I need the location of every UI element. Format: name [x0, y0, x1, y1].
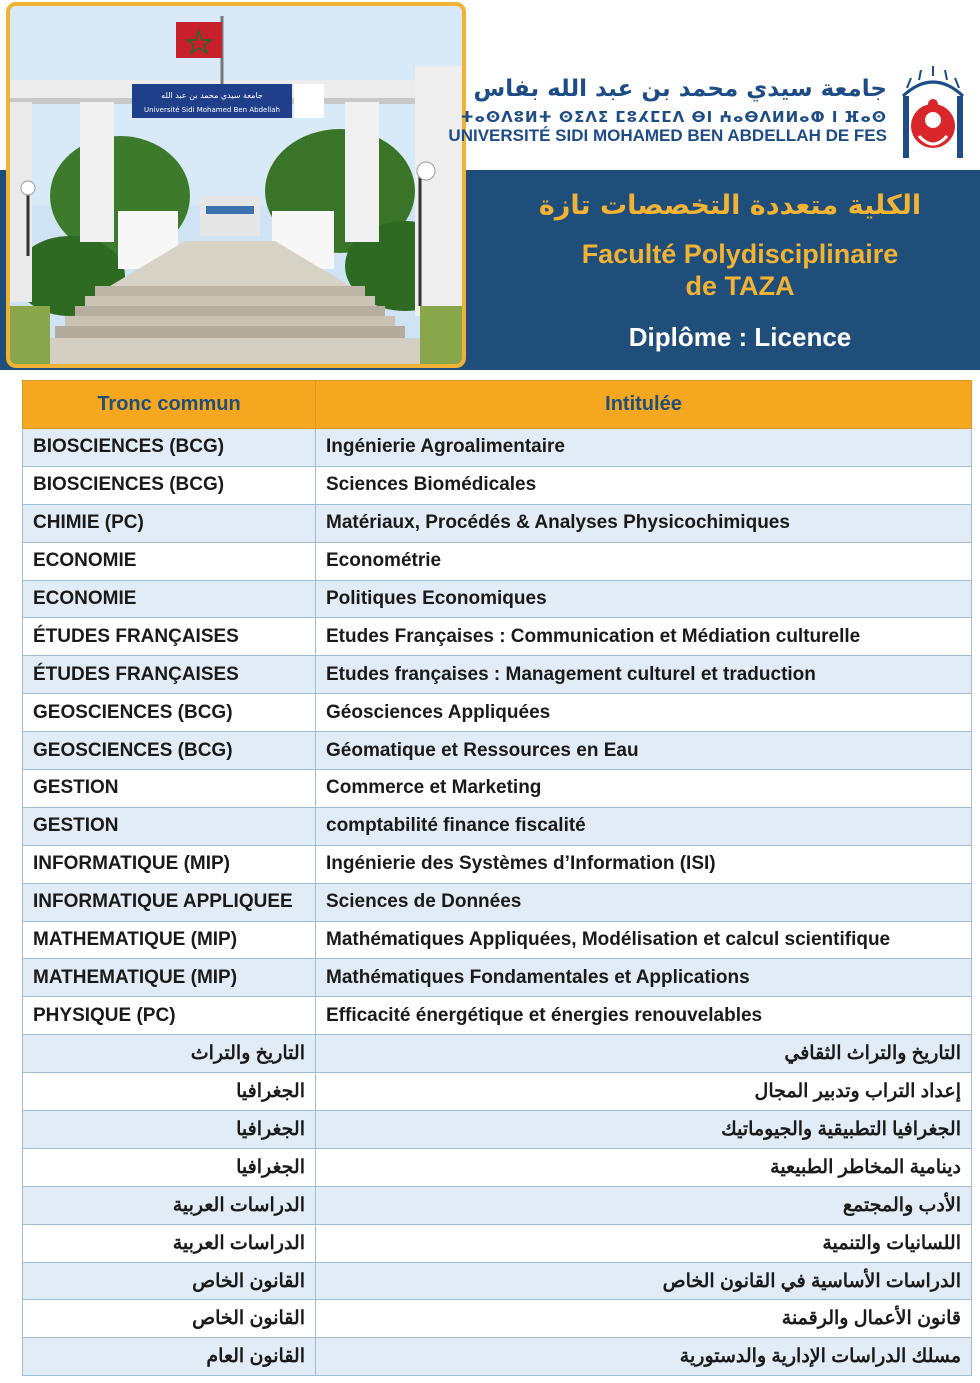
table-row	[23, 1186, 972, 1224]
tronc-commun-cell: ÉTUDES FRANÇAISES	[23, 656, 316, 694]
tronc-commun-cell: الجغرافيا	[23, 1111, 316, 1149]
table-row	[23, 997, 972, 1035]
table-header-row	[23, 381, 972, 429]
table-row	[23, 694, 972, 732]
intitule-cell: Politiques Economiques	[316, 580, 972, 618]
faculty-name-line1: Faculté Polydisciplinaire	[581, 239, 899, 269]
table-row	[23, 542, 972, 580]
table-body	[23, 429, 972, 1376]
gate-sign-arabic: جامعة سيدي محمد بن عبد الله	[161, 91, 263, 100]
intitule-cell: Efficacité énergétique et énergies renouvelables	[316, 997, 972, 1035]
campus-gate-illustration	[10, 6, 462, 364]
tronc-commun-cell: القانون العام	[23, 1338, 316, 1376]
intitule-cell: comptabilité finance fiscalité	[316, 807, 972, 845]
intitule-cell: اللسانيات والتنمية	[316, 1224, 972, 1262]
table-row	[23, 504, 972, 542]
intitule-cell: Mathématiques Appliquées, Modélisation et calcul scientifique	[316, 921, 972, 959]
table-row	[23, 770, 972, 808]
tronc-commun-cell: INFORMATIQUE (MIP)	[23, 845, 316, 883]
university-name-french: UNIVERSITÉ SIDI MOHAMED BEN ABDELLAH DE FES	[448, 126, 887, 145]
table-row	[23, 580, 972, 618]
intitule-cell: Matériaux, Procédés & Analyses Physicochimiques	[316, 504, 972, 542]
table-row	[23, 807, 972, 845]
tronc-commun-cell: BIOSCIENCES (BCG)	[23, 429, 316, 467]
university-name-arabic: جامعة سيدي محمد بن عبد الله بفاس	[473, 76, 887, 102]
gate-sign-french: Université Sidi Mohamed Ben Abdellah	[144, 106, 280, 114]
table-row	[23, 618, 972, 656]
column-header-intitule: Intitulée	[316, 381, 972, 429]
tronc-commun-cell: التاريخ والتراث	[23, 1035, 316, 1073]
table-row	[23, 1262, 972, 1300]
campus-photo	[6, 2, 466, 368]
tronc-commun-cell: PHYSIQUE (PC)	[23, 997, 316, 1035]
table-row	[23, 1035, 972, 1073]
university-name-tifinagh: ⵜⴰⵙⴷⵓⵍⵜ ⵙⵉⴷⵉ ⵎⵓⵃⵎⵎⴷ ⴱⵏ ⵄⴰⴱⴷⵍⵍⴰⵀ ⵏ ⴼⴰⵙ	[460, 108, 887, 126]
tronc-commun-cell: GEOSCIENCES (BCG)	[23, 694, 316, 732]
intitule-cell: الأدب والمجتمع	[316, 1186, 972, 1224]
table-row	[23, 1224, 972, 1262]
tronc-commun-cell: القانون الخاص	[23, 1300, 316, 1338]
tronc-commun-cell: الدراسات العربية	[23, 1224, 316, 1262]
intitule-cell: قانون الأعمال والرقمنة	[316, 1300, 972, 1338]
intitule-cell: Commerce et Marketing	[316, 770, 972, 808]
tronc-commun-cell: MATHEMATIQUE (MIP)	[23, 959, 316, 997]
tronc-commun-cell: GESTION	[23, 807, 316, 845]
intitule-cell: Etudes françaises : Management culturel et traduction	[316, 656, 972, 694]
diploma-title: Diplôme : Licence	[628, 322, 852, 352]
intitule-cell: Ingénierie Agroalimentaire	[316, 429, 972, 467]
intitule-cell: إعداد التراب وتدبير المجال	[316, 1073, 972, 1111]
table-row	[23, 656, 972, 694]
intitule-cell: Ingénierie des Systèmes d’Information (ISI)	[316, 845, 972, 883]
tronc-commun-cell: BIOSCIENCES (BCG)	[23, 466, 316, 504]
intitule-cell: Sciences Biomédicales	[316, 466, 972, 504]
faculty-name-arabic: الكلية متعددة التخصصات تازة	[538, 190, 922, 221]
table-row	[23, 883, 972, 921]
tronc-commun-cell: CHIMIE (PC)	[23, 504, 316, 542]
table-row	[23, 1148, 972, 1186]
tronc-commun-cell: الجغرافيا	[23, 1073, 316, 1111]
university-logo-block	[448, 60, 975, 165]
tronc-commun-cell: ECONOMIE	[23, 580, 316, 618]
licence-table	[22, 380, 972, 1376]
table-row	[23, 732, 972, 770]
table-row	[23, 1338, 972, 1376]
tronc-commun-cell: ÉTUDES FRANÇAISES	[23, 618, 316, 656]
column-header-tronc: Tronc commun	[23, 381, 316, 429]
intitule-cell: الدراسات الأساسية في القانون الخاص	[316, 1262, 972, 1300]
intitule-cell: Géosciences Appliquées	[316, 694, 972, 732]
table-row	[23, 1111, 972, 1149]
intitule-cell: Mathématiques Fondamentales et Applications	[316, 959, 972, 997]
intitule-cell: الجغرافيا التطبيقية والجيوماتيك	[316, 1111, 972, 1149]
tronc-commun-cell: القانون الخاص	[23, 1262, 316, 1300]
tronc-commun-cell: MATHEMATIQUE (MIP)	[23, 921, 316, 959]
intitule-cell: مسلك الدراسات الإدارية والدستورية	[316, 1338, 972, 1376]
table-row	[23, 429, 972, 467]
tronc-commun-cell: الدراسات العربية	[23, 1186, 316, 1224]
intitule-cell: Sciences de Données	[316, 883, 972, 921]
intitule-cell: Econométrie	[316, 542, 972, 580]
table-row	[23, 466, 972, 504]
intitule-cell: دينامية المخاطر الطبيعية	[316, 1148, 972, 1186]
tronc-commun-cell: GEOSCIENCES (BCG)	[23, 732, 316, 770]
intitule-cell: التاريخ والتراث الثقافي	[316, 1035, 972, 1073]
faculty-name-line2: de TAZA	[685, 271, 795, 301]
table-row	[23, 1073, 972, 1111]
header	[0, 0, 980, 370]
table-row	[23, 921, 972, 959]
faculty-name-french	[530, 238, 950, 302]
intitule-cell: Etudes Françaises : Communication et Médiation culturelle	[316, 618, 972, 656]
tronc-commun-cell: GESTION	[23, 770, 316, 808]
university-emblem-icon	[897, 66, 969, 162]
intitule-cell: Géomatique et Ressources en Eau	[316, 732, 972, 770]
tronc-commun-cell: ECONOMIE	[23, 542, 316, 580]
tronc-commun-cell: INFORMATIQUE APPLIQUEE	[23, 883, 316, 921]
table-row	[23, 1300, 972, 1338]
tronc-commun-cell: الجغرافيا	[23, 1148, 316, 1186]
table-row	[23, 959, 972, 997]
table-row	[23, 845, 972, 883]
